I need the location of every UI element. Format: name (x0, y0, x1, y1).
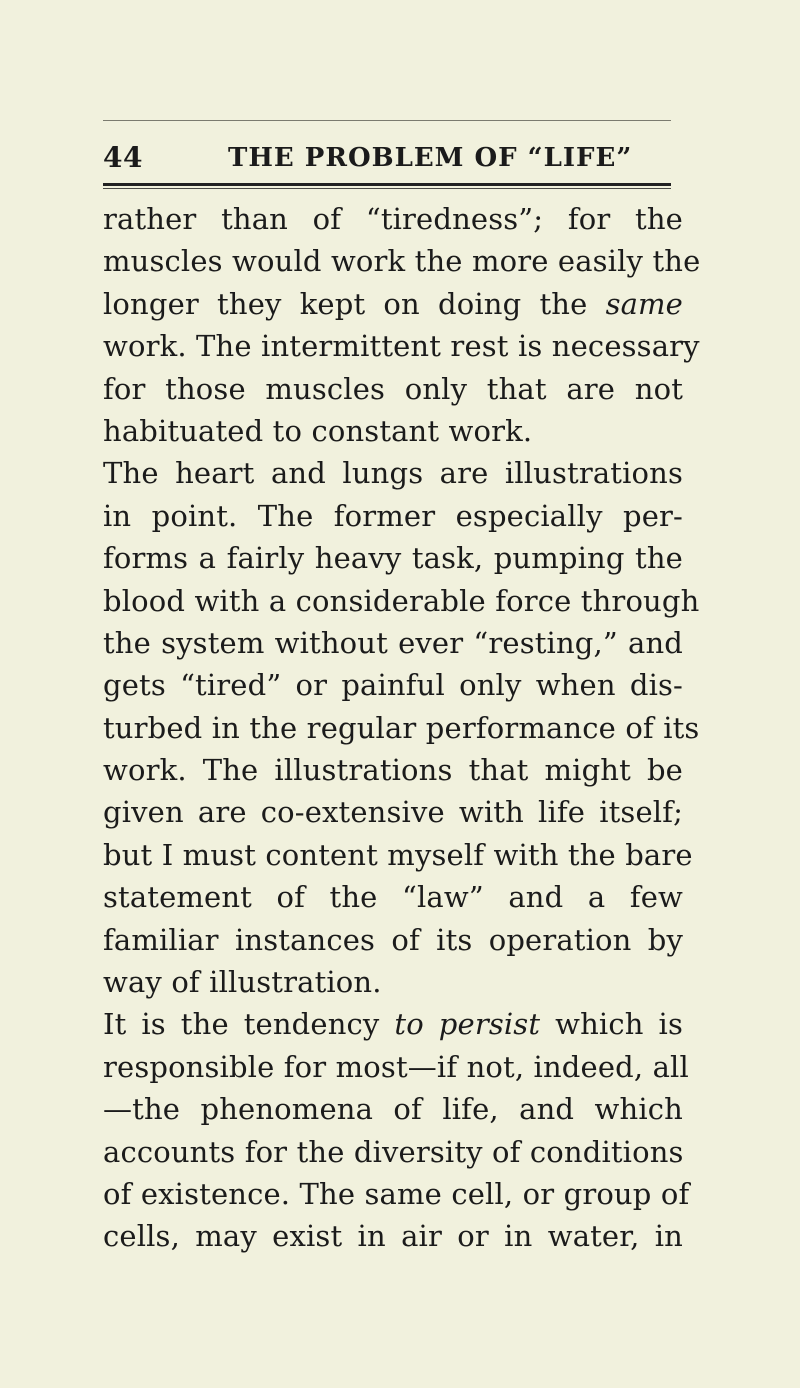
header-bottom-rule (103, 183, 671, 186)
text-line: responsible for most—if not, indeed, all (103, 1049, 689, 1084)
text-line: cells, may exist in air or in water, in (103, 1219, 683, 1254)
text-line: the system without ever “resting,” and (103, 625, 683, 660)
text-line: given are co-extensive with life itself; (103, 795, 683, 830)
text-line: in point. The former especially per- (103, 498, 683, 533)
running-title: THE PROBLEM OF “LIFE” (228, 143, 633, 173)
text-line: —the phenomena of life, and which (103, 1092, 683, 1127)
body-text (103, 198, 701, 1258)
page-number: 44 (103, 141, 143, 174)
text-line: blood with a considerable force through (103, 583, 700, 618)
text-line: forms a fairly heavy task, pumping the (103, 541, 683, 576)
text-line: work. The intermittent rest is necessary (103, 329, 700, 364)
text-line: gets “tired” or painful only when dis- (103, 668, 683, 703)
text-line: rather than of “tiredness”; for the (103, 202, 683, 236)
text-line: of existence. The same cell, or group of (103, 1176, 690, 1211)
text-line: for those muscles only that are not (103, 371, 683, 406)
text-line: accounts for the diversity of conditions (103, 1134, 684, 1169)
header-top-rule (103, 120, 671, 121)
running-header (103, 138, 671, 178)
emphasis-to-persist: to persist (394, 1007, 541, 1042)
text-line: way of illustration. (103, 965, 382, 1000)
text-line: work. The illustrations that might be (103, 753, 683, 788)
text-line: statement of the “law” and a few (103, 880, 683, 915)
text-line: habituated to constant work. (103, 413, 533, 448)
text-line: longer they kept on doing the same (103, 286, 683, 321)
text-line: The heart and lungs are illustrations (103, 456, 683, 491)
text-line: muscles would work the more easily the (103, 244, 701, 279)
text-line: familiar instances of its operation by (103, 922, 683, 957)
emphasis-same: same (605, 286, 683, 321)
text-line: It is the tendency to persist which is (103, 1007, 683, 1042)
text-line: but I must content myself with the bare (103, 837, 693, 872)
text-line: turbed in the regular performance of its (103, 710, 700, 745)
header-bottom-thin-rule (103, 188, 671, 189)
